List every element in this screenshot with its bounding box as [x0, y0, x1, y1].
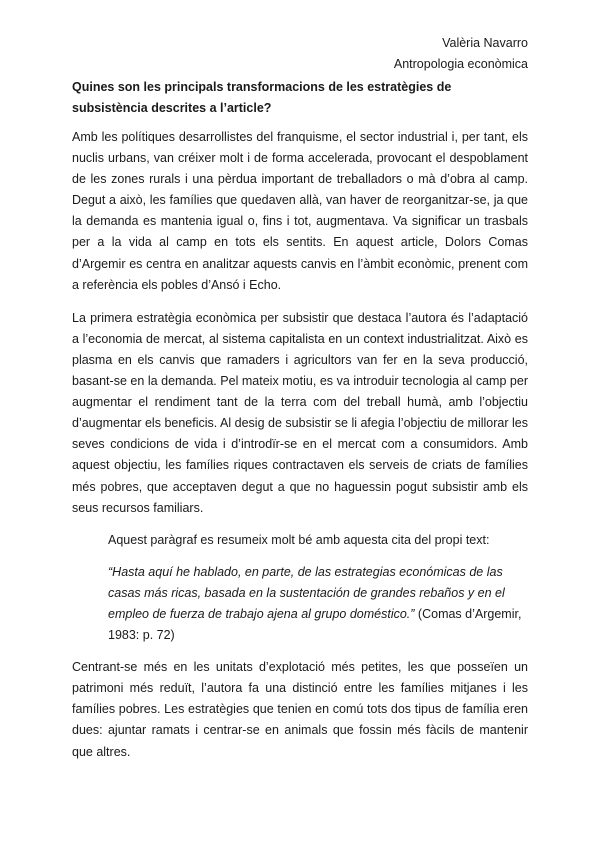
document-header [394, 33, 528, 75]
block-quote [72, 562, 528, 646]
paragraph-small-units: Centrant-se més en les unitats d’explotació més petites, les que posseïen un patrimoni més reduït, l’autora fa una distinció entre les famílies mitjanes i les famílies pobres. Les estratègies que tenien en comú tots dos tipus de família eren dues: ajuntar ramats i centrar-se en animals que fossin més fàcils de mantenir que altres. [72, 660, 528, 759]
author-name: Valèria Navarro [442, 36, 528, 50]
quote-citation: (Comas d’Argemir, 1983: p. 72) [108, 606, 522, 643]
quote-intro: Aquest paràgraf es resumeix molt bé amb aquesta cita del propi text: [108, 532, 490, 547]
paragraph-intro: Amb les polítiques desarrollistes del franquisme, el sector industrial i, per tant, els nuclis urbans, van créixer molt i de forma accelerada, provocant el despoblament de les zones rurals i una pèrdua important de treballadors o mà d’obra al camp. Degut a això, les famílies que quedaven allà, van haver de reorganitzar-se, ja que la demanda es mantenia igual o, fins i tot, augmentava. Va significar un trasbals per a la vida al camp en tots els sentits. En aquest article, Dolors Comas d’Argemir es centra en analitzar aquests canvis en l’àmbit econòmic, prenent com a referència els pobles d’Ansó i Echo. [72, 130, 528, 292]
paragraph-market-strategy: La primera estratègia econòmica per subsistir que destaca l’autora és l’adaptació a l’economia de mercat, al sistema capitalista en un context industrialitzat. Això es plasma en els canvis que ramaders i agricultors van fer en la seva producció, basant-se en la demanda. Pel mateix motiu, es va introduir tecnologia al camp per augmentar el rendiment tant de la terra com del treball humà, amb l’objectiu d’augmentar els beneficis. Al desig de subsistir se li afegia l’objectiu de millorar les seves condicions de vida i d’introdïr-se en el mercat com a consumidors. Amb aquest objectiu, les famílies riques contractaven els serveis de criats de famílies més pobres, que acceptaven degut a que no haguessin pogut subsistir amb els seus recursos familiars. [72, 310, 528, 515]
course-name: Antropologia econòmica [393, 57, 528, 71]
question-heading: Quines son les principals transformacions de les estratègies de subsistència descrites a l’article? [72, 80, 452, 115]
document-body [72, 127, 528, 763]
quote-text: “Hasta aquí he hablado, en parte, de las estrategias económicas de las casas más ricas, basada en la sustentación de grandes rebaños y en el empleo de fuerza de trabajo ajena al grupo doméstico.” [108, 564, 505, 621]
